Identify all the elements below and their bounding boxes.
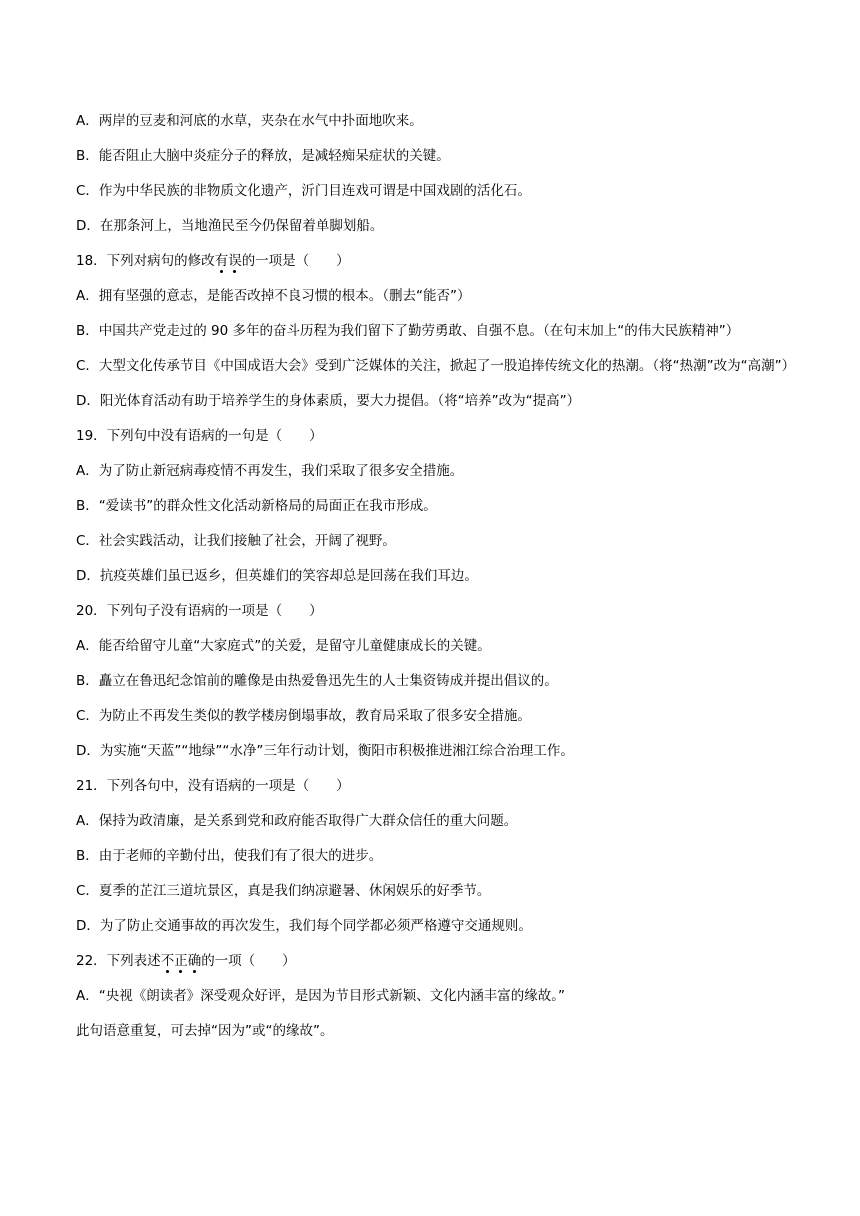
q22-option-a-note: 此句语意重复，可去掉“因为”或“的缘故”。 bbox=[76, 1023, 334, 1039]
emphasis-dot-char: 不 bbox=[160, 953, 175, 969]
q18-option-a: A．拥有坚强的意志，是能否改掉不良习惯的根本。（删去“能否”） bbox=[76, 288, 471, 304]
q18-option-d: D．阳光体育活动有助于培养学生的身体素质，要大力提倡。（将“培养”改为“提高”） bbox=[76, 393, 581, 409]
q19-option-a: A．为了防止新冠病毒疫情不再发生，我们采取了很多安全措施。 bbox=[76, 463, 464, 479]
q20-stem: 20．下列句子没有语病的一项是（ ） bbox=[76, 603, 323, 619]
q18-option-b: B．中国共产党走过的 90 多年的奋斗历程为我们留下了勤劳勇敢、自强不息。（在句末加上“的伟大民族精神”） bbox=[76, 323, 740, 339]
q20-option-b: B．矗立在鲁迅纪念馆前的雕像是由热爱鲁迅先生的人士集资铸成并提出倡议的。 bbox=[76, 673, 558, 689]
emphasis-dot-char: 有 bbox=[214, 253, 229, 269]
q17-option-b: B．能否阻止大脑中炎症分子的释放，是减轻痴呆症状的关键。 bbox=[76, 148, 450, 164]
q18-option-c: C．大型文化传承节目《中国成语大会》受到广泛媒体的关注，掀起了一股追捧传统文化的热潮。（将“热潮”改为“高潮”） bbox=[76, 358, 796, 374]
emphasis-dot-char: 正 bbox=[174, 953, 188, 969]
q18-stem: 18．下列对病句的修改有误的一项是（ ） bbox=[76, 253, 350, 269]
q20-option-c: C．为防止不再发生类似的教学楼房倒塌事故，教育局采取了很多安全措施。 bbox=[76, 708, 531, 724]
q20-option-d: D．为实施“天蓝”“地绿”“水净”三年行动计划，衡阳市积极推进湘江综合治理工作。 bbox=[76, 743, 574, 759]
q21-stem: 21．下列各句中，没有语病的一项是（ ） bbox=[76, 778, 350, 794]
q20-option-a: A．能否给留守儿童“大家庭式”的关爱，是留守儿童健康成长的关键。 bbox=[76, 638, 491, 654]
q17-option-a: A．两岸的豆麦和河底的水草，夹杂在水气中扑面地吹来。 bbox=[76, 113, 423, 129]
q17-option-c: C．作为中华民族的非物质文化遗产，沂门目连戏可谓是中国戏剧的活化石。 bbox=[76, 183, 531, 199]
q21-option-a: A．保持为政清廉，是关系到党和政府能否取得广大群众信任的重大问题。 bbox=[76, 813, 518, 829]
emphasis-dot-char: 确 bbox=[187, 953, 202, 969]
q19-option-c: C．社会实践活动，让我们接触了社会，开阔了视野。 bbox=[76, 533, 396, 549]
q22-option-a: A．“央视《朗读者》深受观众好评，是因为节目形式新颖、文化内涵丰富的缘故。” bbox=[76, 988, 565, 1004]
q21-option-b: B．由于老师的辛勤付出，使我们有了很大的进步。 bbox=[76, 848, 383, 864]
q17-option-d: D．在那条河上，当地渔民至今仍保留着单脚划船。 bbox=[76, 218, 384, 234]
document-page bbox=[76, 104, 796, 1049]
q21-option-c: C．夏季的芷江三道坑景区，真是我们纳凉避暑、休闲娱乐的好季节。 bbox=[76, 883, 491, 899]
q19-option-b: B．“爱读书”的群众性文化活动新格局的局面正在我市形成。 bbox=[76, 498, 437, 514]
q21-option-d: D．为了防止交通事故的再次发生，我们每个同学都必须严格遵守交通规则。 bbox=[76, 918, 532, 934]
q22-stem: 22．下列表述不正确的一项（ ） bbox=[76, 953, 296, 969]
emphasis-dot-char: 误 bbox=[228, 253, 242, 269]
q19-stem: 19．下列句中没有语病的一句是（ ） bbox=[76, 428, 323, 444]
q19-option-d: D．抗疫英雄们虽已返乡，但英雄们的笑容却总是回荡在我们耳边。 bbox=[76, 568, 478, 584]
